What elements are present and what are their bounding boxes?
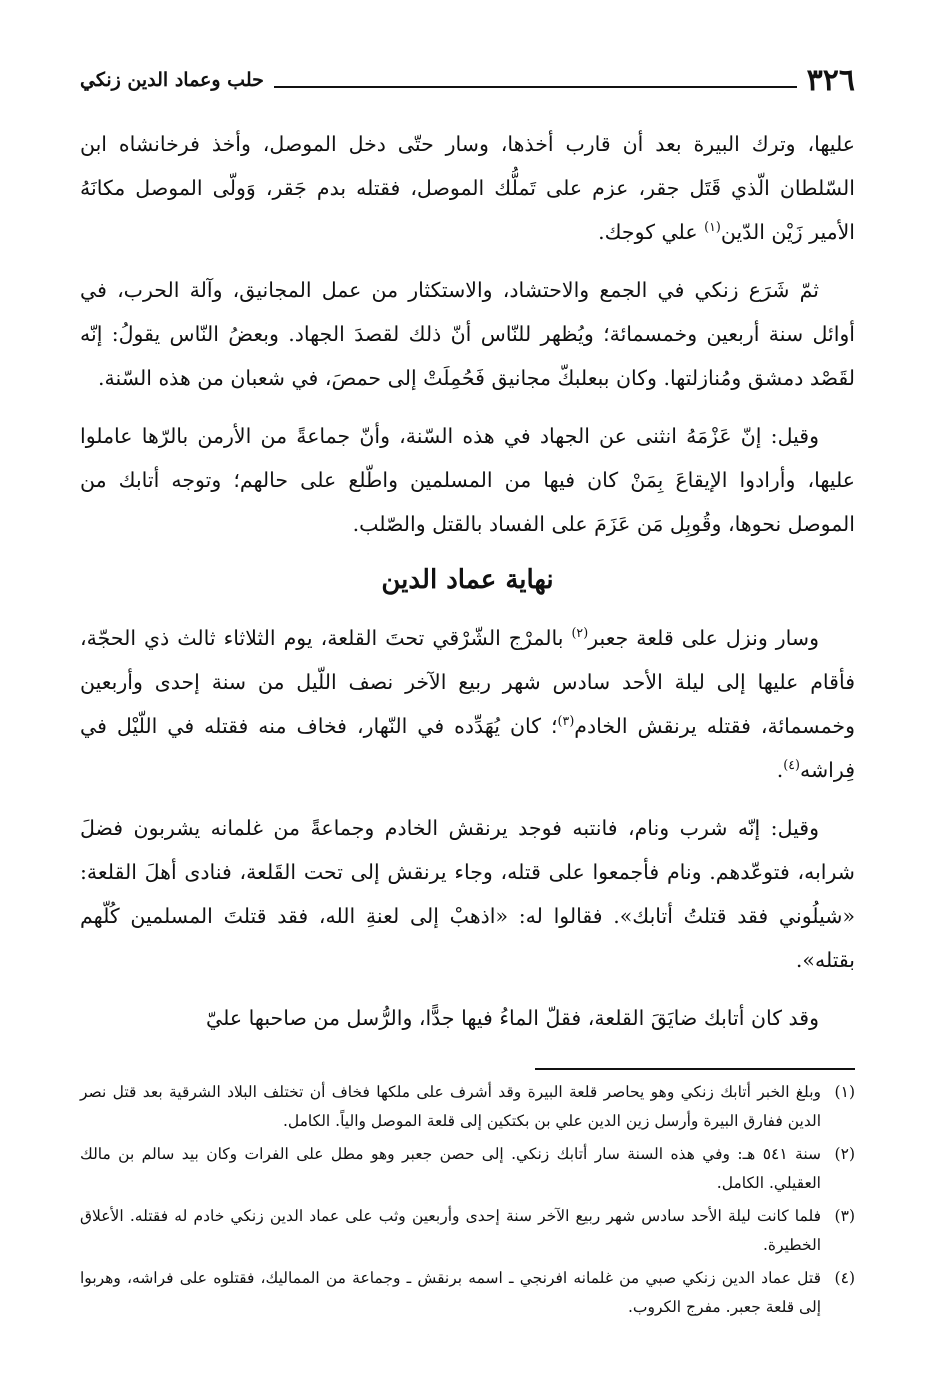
paragraph-text: وسار ونزل على قلعة جعبر — [588, 626, 819, 650]
footnote-ref: (٤) — [783, 757, 801, 773]
paragraph — [80, 122, 855, 254]
footnote-text: وبلغ الخبر أتابك زنكي وهو يحاصر قلعة البيرة وقد أشرف على ملكها فخاف أن تختلف البلاد الشرقية بعد قتل نصر الدين ففارق البيرة وأرسل زين الدين علي بن بكتكين إلى قلعة الموصل والياً. الكامل. — [80, 1083, 821, 1130]
footnote-rule — [535, 1068, 855, 1070]
footnote-number: (١) — [834, 1083, 855, 1101]
footnote-text: سنة ٥٤١ هـ: وفي هذه السنة سار أتابك زنكي. إلى حصن جعبر وهو مطل على الفرات وكان بيد سالم بن مالك العقيلي. الكامل. — [80, 1145, 821, 1192]
footnote — [80, 1202, 855, 1260]
footnote-text: قتل عماد الدين زنكي صبي من غلمانه افرنجي ـ اسمه برنقش ـ وجماعة من المماليك، فقتلوه على فراشه، وهربوا إلى قلعة جعبر. مفرج الكروب. — [80, 1269, 821, 1316]
paragraph-text: عليها، وترك البيرة بعد أن قارب أخذها، وسار حتّى دخل الموصل، وأخذ فرخانشاه ابن السّلطان الّذي قَتَل جقر، عزم على تَملُّك الموصل، فقتله بدم جَقر، وَولّى الموصل مكانَهُ الأمير زَيْن الدّين — [80, 132, 855, 244]
paragraph: وقيل: إنّ عَزْمَهُ انثنى عن الجهاد في هذه السّنة، وأنّ جماعةً من الأرمن بالرّها عاملوا عليها، وأرادوا الإيقاعَ بِمَنْ كان فيها من المسلمين واطّلع على حالهم؛ وتوجه أتابك من الموصل نحوها، وقُوبِل مَن عَزَمَ على الفساد بالقتل والصّلب. — [80, 424, 855, 536]
footnote-ref: (١) — [704, 219, 721, 235]
footnote-text: فلما كانت ليلة الأحد سادس شهر ربيع الآخر سنة إحدى وأربعين وثب على عماد الدين زنكي خادم له فقتله. الأعلاق الخطيرة. — [80, 1207, 821, 1254]
paragraph: ثمّ شَرَع زنكي في الجمع والاحتشاد، والاستكثار من عمل المجانيق، وآلة الحرب، في أوائل سنة أربعين وخمسمائة؛ ويُظهر للنّاس أنّ ذلك لقصدَ الجهاد. وبعضُ النّاس يقولُ: إنّه لقَصْد دمشق ومُنازلتها. وكان ببعلبكّ مجانيق فَحُمِلَتْ إلى حمصَ، في شعبان من هذه السّنة. — [80, 278, 855, 390]
paragraph-text: بالمرْج الشّرْقي تحتَ القلعة، يوم الثلاثاء ثالث ذي الحجّة، فأقام عليها إلى ليلة الأحد سادس شهر ربيع الآخر نصف اللّيل من سنة إحدى وأربعين وخمسمائة، فقتله يرنقش الخادم — [80, 626, 855, 738]
paragraph — [80, 616, 855, 792]
footnote-ref: (٣) — [557, 713, 575, 729]
paragraph-text: علي كوجك. — [598, 220, 705, 244]
main-text — [80, 122, 855, 1054]
paragraph-text: . — [776, 758, 784, 782]
header-rule — [274, 86, 797, 88]
paragraph: وقد كان أتابك ضايَقَ القلعة، فقلّ الماءُ فيها جدًّا، والرُّسل من صاحبها عليّ — [206, 1006, 819, 1030]
footnote-number: (٢) — [834, 1145, 855, 1163]
footnote-number: (٣) — [834, 1207, 855, 1225]
paragraph-text: ؛ كان يُهَدِّده في النّهار، فخاف منه فقتله في اللّيْل في فِراشه — [80, 714, 855, 782]
footnote — [80, 1264, 855, 1322]
paragraph: وقيل: إنّه شرب ونام، فانتبه فوجد يرنقش الخادم وجماعةً من غلمانه يشربون فضلَ شرابه، فتوعّدهم. ونام فأجمعوا على قتله، وجاء يرنقش إلى تحت القَلعة، فنادى أهلَ القلعة: «شيلُوني فقد قتلتُ أتابك». فقالوا له: «اذهبْ إلى لعنةِ الله، فقد قتلتَ المسلمين كُلّهم بقتله». — [80, 816, 855, 972]
section-heading: نهاية عماد الدين — [381, 565, 554, 595]
footnote — [80, 1140, 855, 1198]
footnote-ref: (٢) — [571, 625, 589, 641]
running-title: حلب وعماد الدين زنكي — [80, 69, 264, 91]
page-number: ٣٢٦ — [806, 62, 855, 98]
page-header — [80, 58, 855, 102]
footnotes — [80, 1078, 855, 1326]
footnote-number: (٤) — [834, 1269, 855, 1287]
footnote — [80, 1078, 855, 1136]
